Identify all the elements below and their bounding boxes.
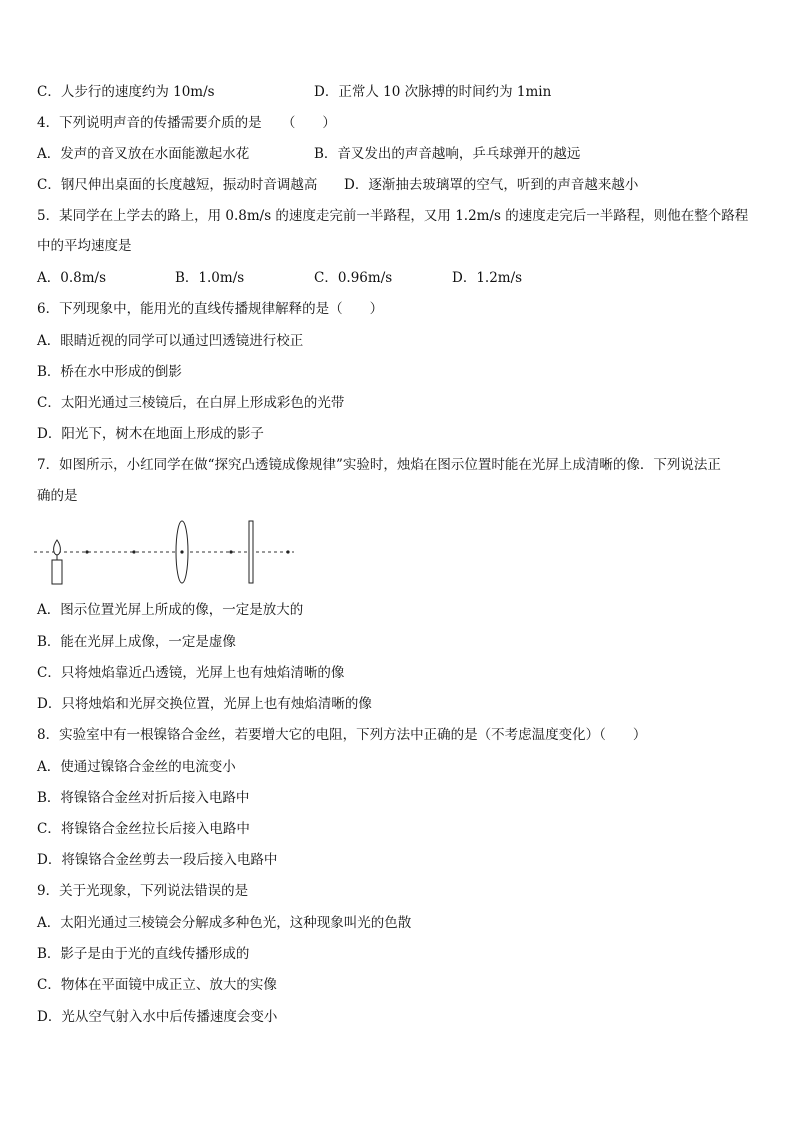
q5-option-c: C．0.96m/s (314, 270, 393, 286)
axis-dot (229, 550, 232, 553)
q7-stem-line2: 确的是 (37, 488, 78, 504)
q8-option-a: A．使通过镍铬合金丝的电流变小 (37, 759, 236, 775)
q4-option-d: D．逐渐抽去玻璃罩的空气，听到的声音越来越小 (344, 177, 639, 193)
q4-option-b: B．音叉发出的声音越响，乒乓球弹开的越远 (314, 146, 581, 162)
q7-stem-line1: 7．如图所示，小红同学在做“探究凸透镜成像规律”实验时，烛焰在图示位置时能在光屏上成清晰的像．下列说法正 (37, 457, 721, 473)
q6-option-b: B．桥在水中形成的倒影 (37, 364, 182, 380)
q5-stem-line1: 5．某同学在上学去的路上，用 0.8m/s 的速度走完前一半路程，又用 1.2m/s 的速度走完后一半路程，则他在整个路程 (37, 208, 749, 224)
q8-option-c: C．将镍铬合金丝拉长后接入电路中 (37, 821, 250, 837)
q9-option-d: D．光从空气射入水中后传播速度会变小 (37, 1009, 278, 1025)
q3-option-d: D．正常人 10 次脉搏的时间约为 1min (314, 84, 552, 100)
q7-option-d: D．只将烛焰和光屏交换位置，光屏上也有烛焰清晰的像 (37, 696, 372, 712)
q9-option-a: A．太阳光通过三棱镜会分解成多种色光，这种现象叫光的色散 (37, 915, 412, 931)
q6-option-c: C．太阳光通过三棱镜后，在白屏上形成彩色的光带 (37, 395, 345, 411)
axis-dot (85, 550, 88, 553)
q3-option-c: C．人步行的速度约为 10m/s (37, 84, 215, 100)
q5-option-a: A．0.8m/s (37, 270, 106, 286)
q4-stem: 4．下列说明声音的传播需要介质的是 （ ） (37, 115, 336, 131)
axis-dot (132, 550, 135, 553)
q9-option-b: B．影子是由于光的直线传播形成的 (37, 946, 250, 962)
q4-option-a: A．发声的音叉放在水面能激起水花 (37, 146, 250, 162)
axis-dot (286, 550, 289, 553)
q9-stem: 9．关于光现象，下列说法错误的是 (37, 883, 249, 899)
q4-option-c: C．钢尺伸出桌面的长度越短，振动时音调越高 (37, 177, 318, 193)
q5-stem-line2: 中的平均速度是 (37, 238, 132, 254)
q8-option-d: D．将镍铬合金丝剪去一段后接入电路中 (37, 852, 278, 868)
q8-stem: 8．实验室中有一根镍铬合金丝，若要增大它的电阻，下列方法中正确的是（不考虑温度变化）（ ） (37, 727, 647, 743)
q6-option-d: D．阳光下，树木在地面上形成的影子 (37, 426, 264, 442)
q9-option-c: C．物体在平面镜中成正立、放大的实像 (37, 977, 277, 993)
q6-option-a: A．眼睛近视的同学可以通过凹透镜进行校正 (37, 333, 304, 349)
lens-experiment-diagram (30, 518, 300, 590)
q5-option-d: D．1.2m/s (452, 270, 523, 286)
candle-icon (52, 540, 62, 584)
q6-stem: 6．下列现象中，能用光的直线传播规律解释的是（ ） (37, 301, 384, 317)
q5-option-b: B．1.0m/s (175, 270, 245, 286)
light-screen (249, 521, 253, 583)
q8-option-b: B．将镍铬合金丝对折后接入电路中 (37, 790, 250, 806)
q7-option-c: C．只将烛焰靠近凸透镜，光屏上也有烛焰清晰的像 (37, 665, 345, 681)
q7-option-a: A．图示位置光屏上所成的像，一定是放大的 (37, 602, 304, 618)
q7-option-b: B．能在光屏上成像，一定是虚像 (37, 634, 236, 650)
